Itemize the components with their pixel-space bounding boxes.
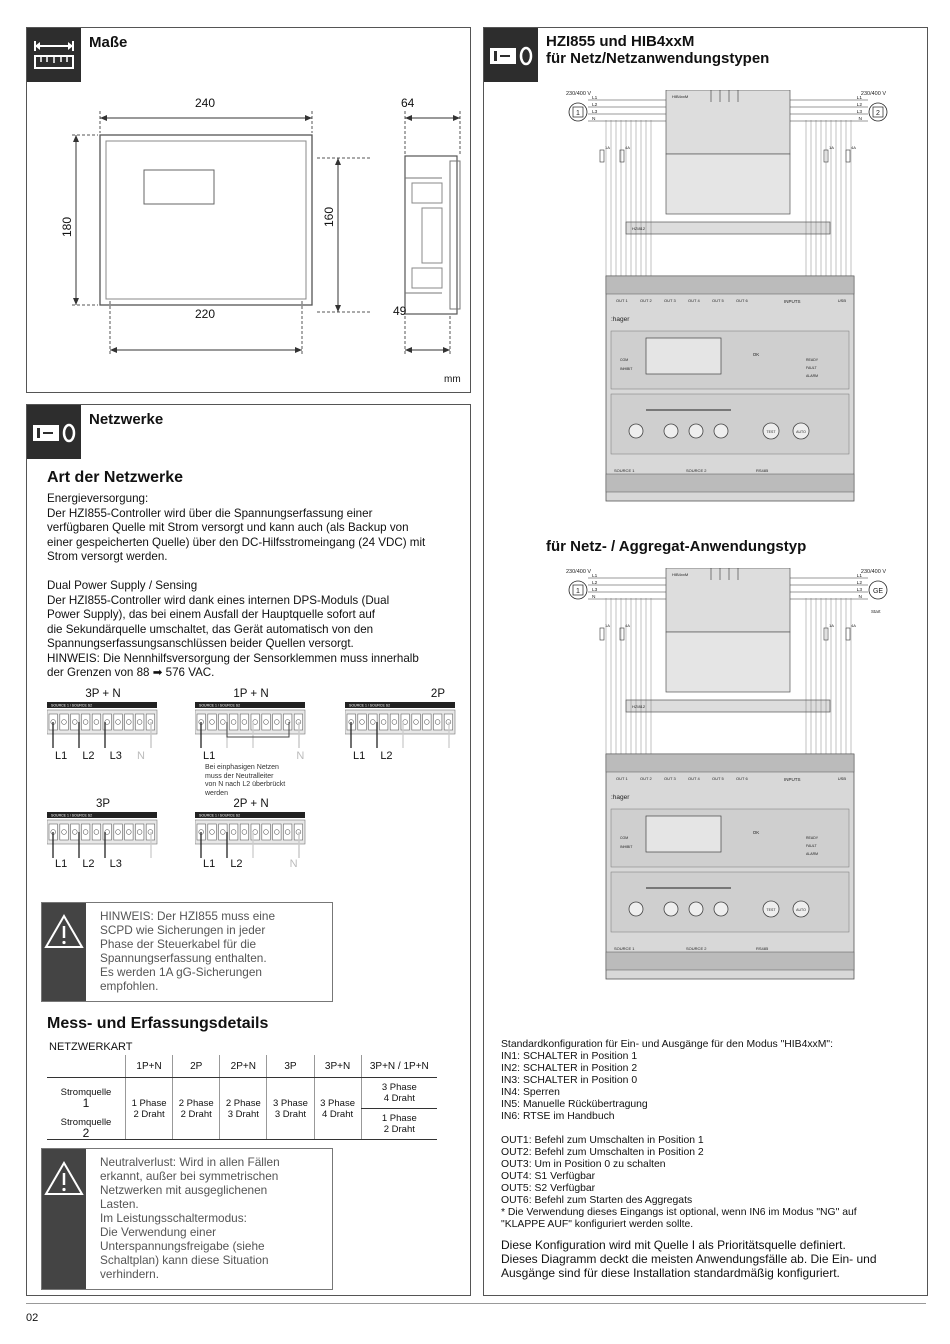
wire-labels-3pn: L1 L2 L3 N (55, 750, 145, 762)
switch-control-module (666, 632, 790, 692)
phase-label-left: N (592, 117, 596, 122)
terminal-slot (369, 714, 378, 730)
terminal-block (195, 810, 307, 863)
terminal-slot (114, 824, 123, 840)
hzi812-module (626, 700, 830, 712)
phase-label-left: L2 (592, 103, 598, 108)
output-label: OUT 4 (688, 298, 700, 303)
terminal-slot (240, 824, 249, 840)
terminal-slot (401, 714, 410, 730)
network-type-caption: NETZWERKART (49, 1041, 133, 1053)
dim-49: 49 (393, 304, 407, 318)
terminal-header-label: SOURCE 1 / SOURCE S2 (199, 813, 241, 818)
measurement-heading: Mess- und Erfassungsdetails (47, 1015, 269, 1032)
networks-title: Netzwerke (89, 411, 164, 428)
fuse-label: 4A (625, 145, 630, 150)
dimension-drawing (62, 88, 472, 363)
terminal-header-label: SOURCE 1 / SOURCE S2 (349, 703, 391, 708)
controller-bottom-terminals (606, 952, 854, 970)
right-voltage-label: 230/400 V (860, 569, 886, 575)
output-label: OUT 2 (640, 298, 652, 303)
application-panel (483, 27, 928, 1296)
phase-label-right: L1 (856, 96, 862, 101)
terminal-slot (283, 714, 292, 730)
auto-key-label: AUTO (796, 430, 806, 434)
terminal-slot (208, 824, 217, 840)
switch-hib-label: HIB4xxM (672, 572, 689, 577)
phase-label-right: L2 (856, 581, 862, 586)
networks-panel (26, 404, 471, 1296)
terminal-slot (135, 714, 144, 730)
terminal-slot (81, 714, 90, 730)
output-label: OUT 5 (712, 776, 724, 781)
control-key (664, 424, 678, 438)
phase-label-left: L2 (592, 581, 598, 586)
ok-key-label: OK (752, 830, 760, 835)
terminal-slot (92, 824, 101, 840)
inputs-label: INPUTS (784, 777, 801, 782)
wiring-2pn: 2P + N SOURCE 1 / SOURCE S2 (195, 798, 307, 863)
fault-led-label: FAULT (806, 844, 817, 848)
phase-label-right: L3 (856, 110, 862, 115)
phase-label-right: L2 (856, 103, 862, 108)
fuse-label: 4A (625, 623, 630, 628)
warning-icon (42, 1149, 86, 1289)
terminal-slot (103, 824, 112, 840)
brand-label: :hager (611, 316, 630, 323)
wire-labels-2pn: L1 L2 N (203, 858, 298, 870)
phase-label-right: N (858, 117, 862, 122)
fuse-symbol (846, 150, 850, 162)
rs485-terminal-label: RS485 (756, 946, 769, 951)
terminal-slot (262, 714, 271, 730)
wiring-3pn: 3P + N SOURCE 1 / SOURCE S2 (47, 688, 159, 753)
output-label: OUT 6 (736, 298, 748, 303)
ready-led-label: READY (806, 358, 819, 362)
control-key (664, 902, 678, 916)
fuse-label: 1A (605, 145, 610, 150)
terminal-slot (92, 714, 101, 730)
unit-label: mm (444, 374, 461, 385)
phase-label-left: L3 (592, 588, 598, 593)
switch-hib-body (666, 568, 790, 632)
auto-key-label: AUTO (796, 908, 806, 912)
terminal-slot (390, 714, 399, 730)
phase-label-right: L1 (856, 574, 862, 579)
phase-label-right: N (858, 595, 862, 600)
terminal-slot (71, 714, 80, 730)
transfer-switch-icon (484, 28, 538, 82)
left-voltage-label: 230/400 V (566, 91, 592, 97)
wire-labels-2p: L1 L2 (353, 750, 393, 762)
fuse-symbol (846, 628, 850, 640)
footer-rule (26, 1303, 926, 1304)
terminal-header-label: SOURCE 1 / SOURCE S2 (51, 703, 93, 708)
hzi812-label: HZI812 (632, 704, 646, 709)
terminal-header-label: SOURCE 1 / SOURCE S2 (199, 703, 241, 708)
terminal-slot (412, 714, 421, 730)
switch-hib-body (666, 90, 790, 154)
terminal-slot (135, 824, 144, 840)
output-label: OUT 1 (616, 776, 628, 781)
fuse-label: 1A (829, 145, 834, 150)
wire-labels-1pn: L1 N (203, 750, 305, 762)
com-label: COM (620, 836, 629, 840)
output-label: OUT 6 (736, 776, 748, 781)
terminal-slot (125, 714, 134, 730)
controller-bottom-terminals (606, 474, 854, 492)
one-phase-note: Bei einphasigen Netzen muss der Neutralleiter von N nach L2 überbrückt werden (205, 764, 286, 797)
terminal-slot (208, 714, 217, 730)
brand-label: :hager (611, 794, 630, 801)
fuse-label: 1A (829, 623, 834, 628)
dimensions-title: Maße (89, 34, 128, 51)
switch-hib-label: HIB4xxM (672, 94, 689, 99)
fuse-symbol (600, 150, 604, 162)
terminal-slot (273, 714, 282, 730)
terminal-slot (81, 824, 90, 840)
terminal-slot (60, 824, 69, 840)
output-label: OUT 3 (664, 776, 676, 781)
terminal-block-drawing (47, 810, 159, 858)
genset-subtitle: für Netz- / Aggregat-Anwendungstyp (546, 538, 807, 555)
genset-label: GE (872, 588, 884, 595)
network-type-table: 1P+N 2P 2P+N 3P 3P+N 3P+N / 1P+N Stromquelle 1 1 Phase 2 Draht 2 Phase 2 Draht 2 Phase 3 Draht 3 Phase 3 Draht 3 Phase 4 Draht 3 Phase 4 Draht Stromquelle 2 1 Phase 2 Draht (47, 1055, 437, 1140)
output-label: OUT 4 (688, 776, 700, 781)
terminal-slot (125, 824, 134, 840)
terminal-slot (60, 714, 69, 730)
terminal-block-drawing (47, 700, 159, 748)
control-key (629, 424, 643, 438)
warning-box-scpd: HINWEIS: Der HZI855 muss eine SCPD wie Sicherungen in jeder Phase der Steuerkabel für die Spannungserfassung enthalten. Es werden 1A gG-Sicherungen empfohlen. (41, 902, 333, 1002)
wiring-diagram-drawing (566, 90, 890, 530)
terminal-slot (283, 824, 292, 840)
ruler-icon (27, 28, 81, 82)
terminal-slot (358, 714, 367, 730)
wiring-3p: 3P SOURCE 1 / SOURCE S2 (47, 798, 159, 863)
fault-led-label: FAULT (806, 366, 817, 370)
dim-180: 180 (60, 216, 75, 238)
source-1-label: 1 (576, 110, 580, 117)
terminal-slot (219, 824, 228, 840)
source2-terminal-label: SOURCE 2 (686, 946, 707, 951)
alarm-led-label: ALARM (806, 852, 819, 856)
control-key-area (611, 394, 849, 454)
source1-terminal-label: SOURCE 1 (614, 468, 635, 473)
terminal-block-drawing (195, 810, 307, 858)
page-number: 02 (26, 1312, 39, 1324)
terminal-slot (379, 714, 388, 730)
test-key-label: TEST (766, 908, 776, 912)
fuse-symbol (600, 628, 604, 640)
terminal-slot (251, 824, 260, 840)
terminal-block (47, 700, 159, 753)
test-key-label: TEST (766, 430, 776, 434)
output-label: OUT 1 (616, 298, 628, 303)
warning-box-neutral: Neutralverlust: Wird in allen Fällen erkannt, außer bei symmetrischen Netzwerken mit ausgeglichenen Lasten. Im Leistungsschaltermodus: Die Verwendung einer Unterspannungsfreigabe (siehe Schaltplan) kann diese Situation verhindern. (41, 1148, 333, 1290)
terminal-slot (262, 824, 271, 840)
controller-top-terminals (606, 754, 854, 772)
phase-label-right: L3 (856, 588, 862, 593)
terminal-slot (423, 714, 432, 730)
network-types-heading: Art der Netzwerke (47, 469, 184, 486)
paragraph-power-supply: Energieversorgung: Der HZI855-Controller wird über die Spannungserfassung einer verfügbaren Quelle mit Strom versorgt und kann auch (als Backup von einer gespeicherten Quelle) über den DC-Hilfsstromeingang (24 VDC) mit Strom versorgt werden. (47, 492, 426, 563)
lcd-screen (646, 816, 721, 852)
dim-220: 220 (195, 307, 216, 321)
control-key-area (611, 872, 849, 932)
usb-label: USB (837, 298, 846, 303)
phase-label-left: L1 (592, 96, 598, 101)
output-label: OUT 2 (640, 776, 652, 781)
fuse-label: 4A (851, 623, 856, 628)
left-voltage-label: 230/400 V (566, 569, 592, 575)
terminal-block-drawing (195, 700, 307, 748)
ok-key-label: OK (752, 352, 760, 357)
source-1-label: 1 (576, 588, 580, 595)
source1-terminal-label: SOURCE 1 (614, 946, 635, 951)
mains-genset-diagram (566, 568, 890, 1008)
terminal-slot (114, 714, 123, 730)
terminal-slot (433, 714, 442, 730)
terminal-slot (219, 714, 228, 730)
control-key (689, 902, 703, 916)
application-title: HZI855 und HIB4xxM für Netz/Netzanwendungstypen (546, 33, 770, 67)
terminal-block (47, 810, 159, 863)
terminal-block (195, 700, 307, 753)
mains-mains-diagram (566, 90, 890, 530)
fuse-label: 4A (851, 145, 856, 150)
genset-start-label: Start (871, 609, 881, 614)
transfer-switch-icon (27, 405, 81, 459)
output-label: OUT 5 (712, 298, 724, 303)
terminal-block (345, 700, 457, 753)
ready-led-label: READY (806, 836, 819, 840)
terminal-slot (251, 714, 260, 730)
com-label: COM (620, 358, 629, 362)
hzi812-module (626, 222, 830, 234)
dim-64: 64 (401, 96, 415, 110)
terminal-slot (71, 824, 80, 840)
wire-labels-3p: L1 L2 L3 (55, 858, 122, 870)
wiring-1pn: 1P + N SOURCE 1 / SOURCE S2 (195, 688, 307, 753)
priority-note: Diese Konfiguration wird mit Quelle I als Prioritätsquelle definiert. Dieses Diagramm deckt die meisten Anwendungsfälle ab. Die Ein- und Ausgänge sind für diese Installation standardmäßig konfiguriert. (501, 1238, 877, 1280)
fuse-symbol (620, 150, 624, 162)
source2-terminal-label: SOURCE 2 (686, 468, 707, 473)
terminal-slot (240, 714, 249, 730)
fuse-label: 1A (605, 623, 610, 628)
output-label: OUT 3 (664, 298, 676, 303)
dim-240: 240 (195, 96, 216, 110)
control-key (629, 902, 643, 916)
phase-label-left: L1 (592, 574, 598, 579)
fuse-symbol (620, 628, 624, 640)
lcd-screen (646, 338, 721, 374)
right-voltage-label: 230/400 V (860, 91, 886, 97)
control-key (689, 424, 703, 438)
switch-control-module (666, 154, 790, 214)
control-key (714, 902, 728, 916)
controller-top-terminals (606, 276, 854, 294)
terminal-header-label: SOURCE 1 / SOURCE S2 (51, 813, 93, 818)
default-config-list: Standardkonfiguration für Ein- und Ausgänge für den Modus "HIB4xxM": IN1: SCHALTER in Position 1 IN2: SCHALTER in Position 2 IN3: SCHALTER in Position 0 IN4: Sperren IN5: Manuelle Rückübertragung IN6: RTSE im Handbuch OUT1: Befehl zum Umschalten in Position 1 OUT2: Befehl zum Umschalten in Position 2 OUT3: Um in Position 0 zu schalten OUT4: S1 Verfügbar OUT5: S2 Verfügbar OUT6: Befehl zum Starten des Aggregats * Die Verwendung dieses Eingangs ist optional, wenn IN6 im Modus "NG" auf "KLAPPE AUF" konfiguriert werden sollte. (501, 1039, 857, 1230)
usb-label: USB (837, 776, 846, 781)
control-key (714, 424, 728, 438)
phase-label-left: N (592, 595, 596, 600)
rs485-terminal-label: RS485 (756, 468, 769, 473)
inhibit-label: INHIBIT (620, 367, 633, 371)
wiring-2p: 2P SOURCE 1 / SOURCE S2 (345, 688, 457, 753)
paragraph-dual-power: Dual Power Supply / Sensing Der HZI855-Controller wird dank eines internen DPS-Moduls (Dual Power Supply), das bei einem Ausfall der Hauptquelle sofort auf die Sekundärquelle umschaltet, das Gerät automatisch von den Spannungserfassungsanschlüssen beider Quellen versorgt. HINWEIS: Die Nennhilfsversorgung der Sensorklemmen muss innerhalb der Grenzen von 88 ➡ 576 VAC. (47, 579, 419, 679)
phase-label-left: L3 (592, 110, 598, 115)
terminal-slot (229, 714, 238, 730)
hzi812-label: HZI812 (632, 226, 646, 231)
terminal-slot (273, 824, 282, 840)
source-2-label: 2 (876, 110, 880, 117)
dim-160: 160 (322, 206, 337, 228)
dimensions-panel (26, 27, 471, 393)
terminal-slot (103, 714, 112, 730)
terminal-slot (229, 824, 238, 840)
inhibit-label: INHIBIT (620, 845, 633, 849)
terminal-block-drawing (345, 700, 457, 748)
warning-icon (42, 903, 86, 1001)
alarm-led-label: ALARM (806, 374, 819, 378)
inputs-label: INPUTS (784, 299, 801, 304)
wiring-diagram-drawing (566, 568, 890, 1008)
